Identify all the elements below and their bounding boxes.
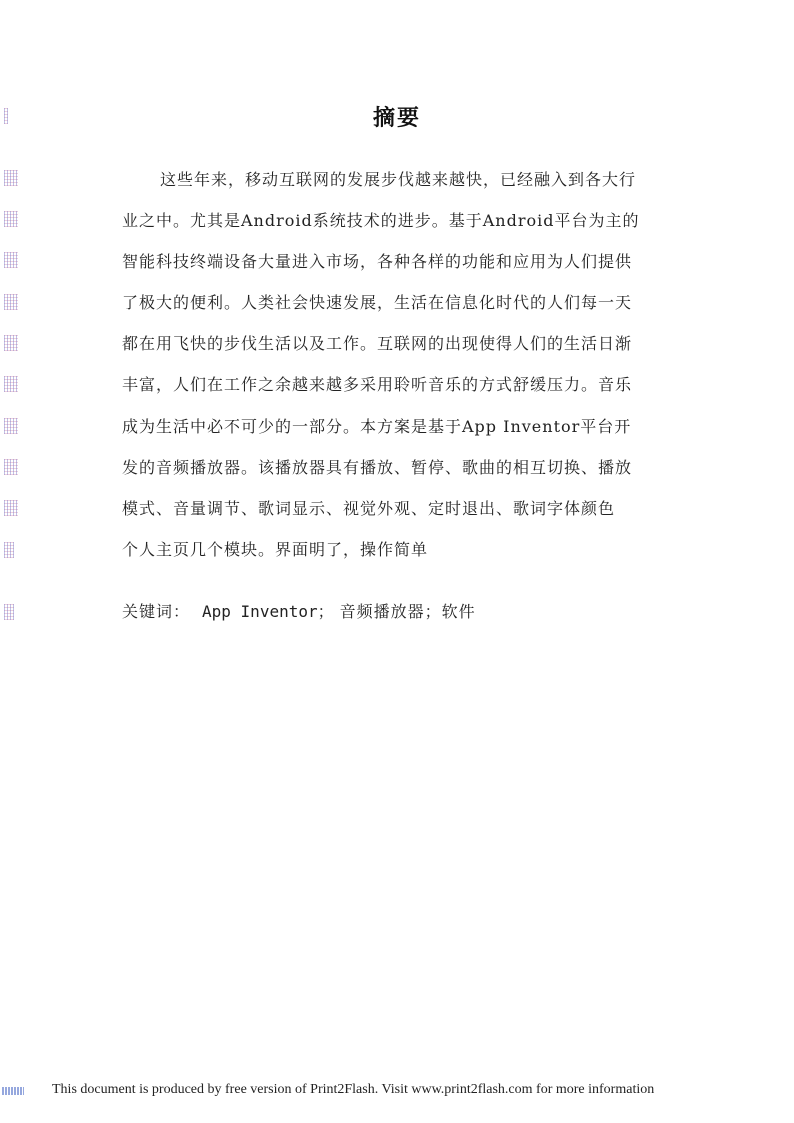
page-title: 摘要 [372, 105, 421, 131]
margin-mark [4, 500, 18, 516]
abstract-line: 发的音频播放器。该播放器具有播放、暂停、歌曲的相互切换、播放 [122, 458, 633, 477]
keywords-chinese: 音频播放器；软件 [339, 602, 476, 621]
keywords-label: 关键词： [122, 602, 191, 621]
margin-mark [4, 542, 14, 558]
margin-mark [4, 335, 18, 351]
abstract-line: 了极大的便利。人类社会快速发展，生活在信息化时代的人们每一天 [122, 293, 633, 312]
margin-mark [4, 376, 18, 392]
margin-mark [4, 294, 18, 310]
abstract-line: 成为生活中必不可少的一部分。本方案是基于App Inventor平台开 [122, 417, 632, 436]
margin-mark [4, 459, 18, 475]
abstract-line: 个人主页几个模块。界面明了，操作简单 [122, 540, 429, 559]
abstract-line: 丰富，人们在工作之余越来越多采用聆听音乐的方式舒缓压力。音乐 [122, 375, 633, 394]
keywords-line [122, 600, 476, 624]
abstract-line: 业之中。尤其是Android系统技术的进步。基于Android平台为主的 [122, 211, 640, 230]
abstract-line: 模式、音量调节、歌词显示、视觉外观、定时退出、歌词字体颜色 [122, 499, 616, 518]
abstract-line: 这些年来，移动互联网的发展步伐越来越快，已经融入到各大行 [160, 170, 637, 189]
footer-notice: This document is produced by free version of Print2Flash. Visit www.print2flash.com for more information [52, 1082, 655, 1097]
keyword-english: App Inventor； [202, 602, 334, 621]
margin-mark [4, 170, 18, 186]
margin-scan-marks [0, 0, 30, 1123]
margin-mark [4, 252, 18, 268]
margin-mark [4, 418, 18, 434]
abstract-line: 都在用飞快的步伐生活以及工作。互联网的出现使得人们的生活日渐 [122, 334, 633, 353]
margin-mark [4, 211, 18, 227]
footer-scan-mark [2, 1087, 24, 1095]
margin-mark [4, 604, 14, 620]
abstract-line: 智能科技终端设备大量进入市场，各种各样的功能和应用为人们提供 [122, 252, 633, 271]
